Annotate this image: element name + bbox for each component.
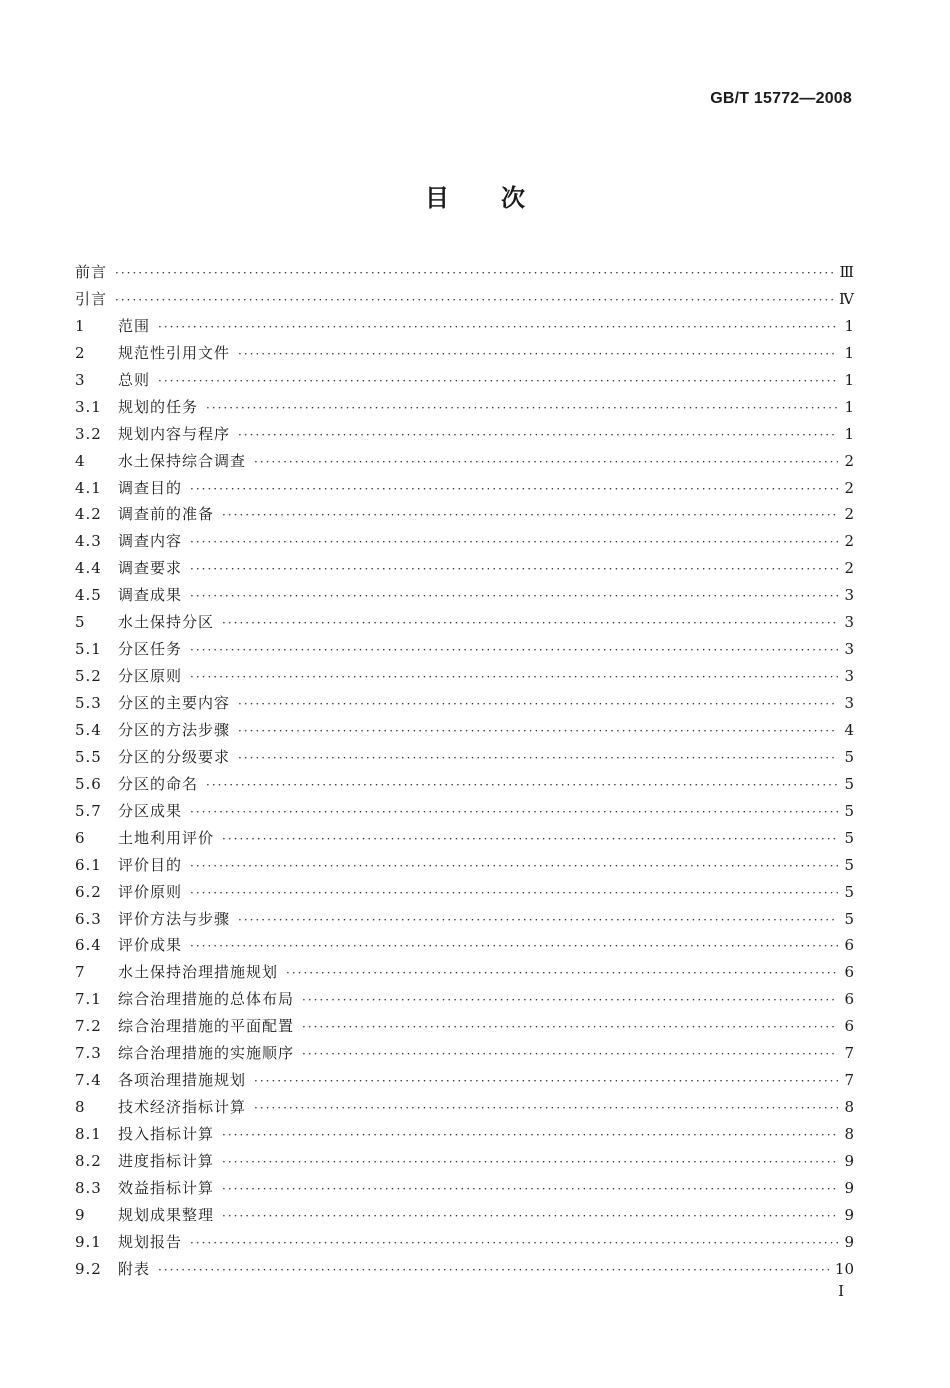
- toc-dot-leader: [238, 341, 838, 368]
- toc-section-title: 规划内容与程序: [118, 424, 231, 443]
- toc-section-number: 7.4: [75, 1071, 102, 1090]
- toc-entry[interactable]: [75, 367, 854, 394]
- toc-section-title: 总则: [118, 370, 151, 389]
- toc-dot-leader: [222, 1176, 838, 1203]
- toc-section-number: 7: [75, 963, 86, 982]
- toc-entry[interactable]: [75, 1013, 854, 1040]
- toc-dot-leader: [115, 287, 833, 314]
- toc-section-number: 3.2: [75, 424, 102, 443]
- toc-page-number: 1: [844, 397, 854, 416]
- toc-section-title: 水土保持分区: [118, 613, 215, 632]
- toc-dot-leader: [238, 907, 838, 934]
- toc-section-number: 4.3: [75, 532, 102, 551]
- toc-section-number: 1: [75, 316, 86, 335]
- toc-entry[interactable]: [75, 690, 854, 717]
- toc-dot-leader: [238, 745, 838, 772]
- toc-entry[interactable]: [75, 1121, 854, 1148]
- toc-section-title: 投入指标计算: [118, 1125, 215, 1143]
- toc-page-number: 3: [844, 667, 854, 686]
- toc-page-number: 4: [844, 720, 854, 739]
- toc-page-number: 7: [844, 1071, 854, 1090]
- toc-page-number: 5: [844, 828, 854, 847]
- toc-page-number: 3: [844, 640, 854, 659]
- toc-section-title: 附表: [118, 1259, 151, 1278]
- toc-dot-leader: [222, 826, 838, 853]
- toc-section-title: 调查内容: [118, 532, 183, 551]
- toc-dot-leader: [190, 476, 838, 503]
- toc-section-title: 效益指标计算: [118, 1178, 215, 1197]
- toc-section-number: 6: [75, 828, 86, 847]
- toc-page-number: 5: [844, 801, 854, 820]
- toc-section-number: 5: [75, 613, 86, 632]
- toc-section-number: 7.3: [75, 1044, 102, 1063]
- toc-page-number: 1: [844, 343, 854, 362]
- toc-dot-leader: [158, 314, 838, 341]
- toc-dot-leader: [302, 1014, 838, 1041]
- page-title: 目次: [425, 184, 577, 212]
- toc-page-number: 9: [844, 1205, 854, 1224]
- toc-section-title: 综合治理措施的总体布局: [118, 990, 295, 1009]
- toc-section-title: 进度指标计算: [118, 1151, 215, 1170]
- toc-dot-leader: [158, 368, 838, 395]
- toc-page-number: 2: [844, 559, 854, 578]
- toc-section-title: 规划报告: [118, 1232, 183, 1251]
- toc-entry[interactable]: [75, 394, 854, 421]
- toc-page-number: 5: [844, 855, 854, 874]
- toc-section-number: 2: [75, 343, 86, 362]
- toc-dot-leader: [190, 529, 838, 556]
- toc-entry[interactable]: [75, 852, 854, 879]
- toc-section-number: 6.1: [75, 855, 102, 874]
- toc-page-number: 2: [844, 532, 854, 551]
- toc-entry[interactable]: [75, 879, 854, 906]
- toc-entry[interactable]: [75, 448, 854, 475]
- toc-dot-leader: [190, 583, 838, 610]
- toc-section-title: 综合治理措施的平面配置: [118, 1017, 295, 1036]
- toc-section-title: 调查前的准备: [118, 505, 215, 524]
- toc-page-number: 3: [844, 586, 854, 605]
- toc-page-number: 1: [844, 316, 854, 335]
- toc-section-title: 范围: [118, 316, 151, 335]
- toc-entry[interactable]: [75, 663, 854, 690]
- toc-dot-leader: [302, 987, 838, 1014]
- toc-entry[interactable]: [75, 744, 854, 771]
- toc-section-number: 5.5: [75, 747, 102, 766]
- toc-section-number: 5.3: [75, 694, 102, 712]
- toc-entry[interactable]: [75, 636, 854, 663]
- toc-section-number: 6.4: [75, 936, 102, 955]
- toc-section-title: 分区成果: [118, 801, 183, 820]
- toc-entry[interactable]: [75, 501, 854, 528]
- toc-section-title: 引言: [75, 289, 108, 308]
- toc-entry[interactable]: [75, 421, 854, 448]
- toc-section-number: 4.2: [75, 505, 102, 524]
- toc-entry[interactable]: [75, 1229, 854, 1256]
- toc-section-number: 7.2: [75, 1017, 102, 1036]
- page-number: I: [838, 1282, 844, 1300]
- toc-page-number: 5: [844, 774, 854, 793]
- toc-entry[interactable]: [75, 1175, 854, 1202]
- toc-section-number: 7.1: [75, 990, 102, 1009]
- toc-section-number: 6.3: [75, 909, 102, 928]
- toc-entry[interactable]: [75, 959, 854, 986]
- toc-section-number: 5.2: [75, 667, 102, 686]
- toc-dot-leader: [222, 610, 838, 637]
- toc-entry[interactable]: [75, 932, 854, 959]
- toc-dot-leader: [206, 772, 838, 799]
- toc-page-number: 9: [844, 1232, 854, 1251]
- toc-section-title: 土地利用评价: [118, 828, 215, 847]
- toc-page-number: 3: [844, 613, 854, 632]
- toc-page-number: Ⅲ: [839, 263, 854, 281]
- toc-dot-leader: [302, 1041, 838, 1068]
- toc-section-number: 9.2: [75, 1259, 102, 1278]
- toc-entry[interactable]: [75, 582, 854, 609]
- toc-section-title: 前言: [75, 263, 108, 281]
- toc-page-number: 2: [844, 478, 854, 497]
- toc-section-number: 4.5: [75, 586, 102, 605]
- toc-section-title: 评价方法与步骤: [118, 909, 231, 928]
- toc-dot-leader: [238, 718, 838, 745]
- toc-entry[interactable]: [75, 906, 854, 933]
- toc-entry[interactable]: [75, 528, 854, 555]
- toc-page-number: 2: [844, 451, 854, 470]
- toc-entry[interactable]: [75, 555, 854, 582]
- toc-section-title: 水土保持综合调查: [118, 451, 247, 470]
- toc-dot-leader: [190, 664, 838, 691]
- toc-section-number: 8.1: [75, 1125, 102, 1143]
- toc-section-number: 5.1: [75, 640, 102, 659]
- standard-code: GB/T 15772—2008: [710, 90, 852, 107]
- toc-page-number: 1: [844, 424, 854, 443]
- toc-section-title: 调查成果: [118, 586, 183, 605]
- toc-section-number: 8.2: [75, 1151, 102, 1170]
- toc-section-title: 分区的命名: [118, 774, 199, 793]
- toc-page-number: 5: [844, 747, 854, 766]
- toc-page-number: 6: [844, 936, 854, 955]
- toc-page-number: 5: [844, 909, 854, 928]
- toc-section-title: 技术经济指标计算: [118, 1098, 247, 1117]
- toc-dot-leader: [190, 880, 838, 907]
- toc-section-title: 分区的分级要求: [118, 747, 231, 766]
- toc-section-title: 评价成果: [118, 936, 183, 955]
- toc-section-title: 分区的主要内容: [118, 694, 231, 712]
- toc-dot-leader: [190, 853, 838, 880]
- toc-entry[interactable]: [75, 340, 854, 367]
- toc-entry[interactable]: [75, 1256, 854, 1283]
- toc-section-title: 评价目的: [118, 855, 183, 874]
- toc-page-number: 1: [844, 370, 854, 389]
- toc-dot-leader: [222, 1149, 838, 1176]
- toc-entry[interactable]: [75, 286, 854, 313]
- toc-entry[interactable]: [75, 609, 854, 636]
- toc-dot-leader: [206, 395, 838, 422]
- toc-section-title: 分区原则: [118, 667, 183, 686]
- toc-dot-leader: [254, 1095, 838, 1122]
- toc-entry[interactable]: [75, 798, 854, 825]
- toc-entry[interactable]: [75, 771, 854, 798]
- toc-section-number: 3: [75, 370, 86, 389]
- toc-section-number: 8.3: [75, 1178, 102, 1197]
- toc-entry[interactable]: [75, 259, 854, 286]
- toc-entry[interactable]: [75, 1202, 854, 1229]
- toc-page-number: 3: [844, 694, 854, 712]
- toc-section-number: 5.6: [75, 774, 102, 793]
- toc-section-number: 5.7: [75, 801, 102, 820]
- toc-entry[interactable]: [75, 825, 854, 852]
- toc-page-number: 6: [844, 963, 854, 982]
- toc-section-number: 6.2: [75, 882, 102, 901]
- toc-entry[interactable]: [75, 313, 854, 340]
- toc-section-number: 8: [75, 1098, 86, 1117]
- toc-page-number: Ⅳ: [839, 289, 854, 308]
- toc-section-title: 综合治理措施的实施顺序: [118, 1044, 295, 1063]
- toc-dot-leader: [115, 260, 834, 287]
- toc-dot-leader: [190, 933, 838, 960]
- toc-dot-leader: [238, 691, 838, 718]
- toc-entry[interactable]: [75, 1067, 854, 1094]
- toc-dot-leader: [254, 449, 838, 476]
- toc-section-number: 4.4: [75, 559, 102, 578]
- toc-dot-leader: [254, 1068, 838, 1095]
- toc-section-number: 9.1: [75, 1232, 102, 1251]
- toc-dot-leader: [190, 1230, 838, 1257]
- toc-dot-leader: [190, 556, 838, 583]
- toc-dot-leader: [158, 1257, 829, 1284]
- toc-entry[interactable]: [75, 986, 854, 1013]
- toc-page-number: 7: [844, 1044, 854, 1063]
- toc-page-number: 10: [834, 1259, 854, 1278]
- toc-section-title: 水土保持治理措施规划: [118, 963, 279, 982]
- toc-section-number: 3.1: [75, 397, 102, 416]
- toc-dot-leader: [190, 799, 838, 826]
- toc-page-number: 9: [844, 1178, 854, 1197]
- toc-page-number: 2: [844, 505, 854, 524]
- toc-entry[interactable]: [75, 717, 854, 744]
- table-of-contents: [75, 259, 854, 1283]
- toc-entry[interactable]: [75, 1094, 854, 1121]
- toc-section-title: 调查目的: [118, 478, 183, 497]
- toc-section-title: 评价原则: [118, 882, 183, 901]
- toc-page-number: 8: [844, 1125, 854, 1143]
- toc-page-number: 5: [844, 882, 854, 901]
- toc-dot-leader: [222, 1122, 838, 1149]
- toc-section-title: 分区任务: [118, 640, 183, 659]
- toc-section-number: 4.1: [75, 478, 102, 497]
- toc-page-number: 8: [844, 1098, 854, 1117]
- toc-section-number: 4: [75, 451, 86, 470]
- toc-section-number: 9: [75, 1205, 86, 1224]
- toc-section-title: 规范性引用文件: [118, 343, 231, 362]
- toc-dot-leader: [190, 637, 838, 664]
- toc-section-title: 调查要求: [118, 559, 183, 578]
- toc-dot-leader: [222, 502, 838, 529]
- toc-entry[interactable]: [75, 1148, 854, 1175]
- toc-page-number: 9: [844, 1151, 854, 1170]
- toc-dot-leader: [238, 422, 838, 449]
- toc-section-number: 5.4: [75, 720, 102, 739]
- toc-section-title: 各项治理措施规划: [118, 1071, 247, 1090]
- toc-section-title: 规划成果整理: [118, 1205, 215, 1224]
- toc-entry[interactable]: [75, 475, 854, 502]
- toc-page-number: 6: [844, 990, 854, 1009]
- toc-section-title: 规划的任务: [118, 397, 199, 416]
- toc-section-title: 分区的方法步骤: [118, 720, 231, 739]
- toc-dot-leader: [286, 960, 838, 987]
- toc-entry[interactable]: [75, 1040, 854, 1067]
- toc-dot-leader: [222, 1203, 838, 1230]
- toc-page-number: 6: [844, 1017, 854, 1036]
